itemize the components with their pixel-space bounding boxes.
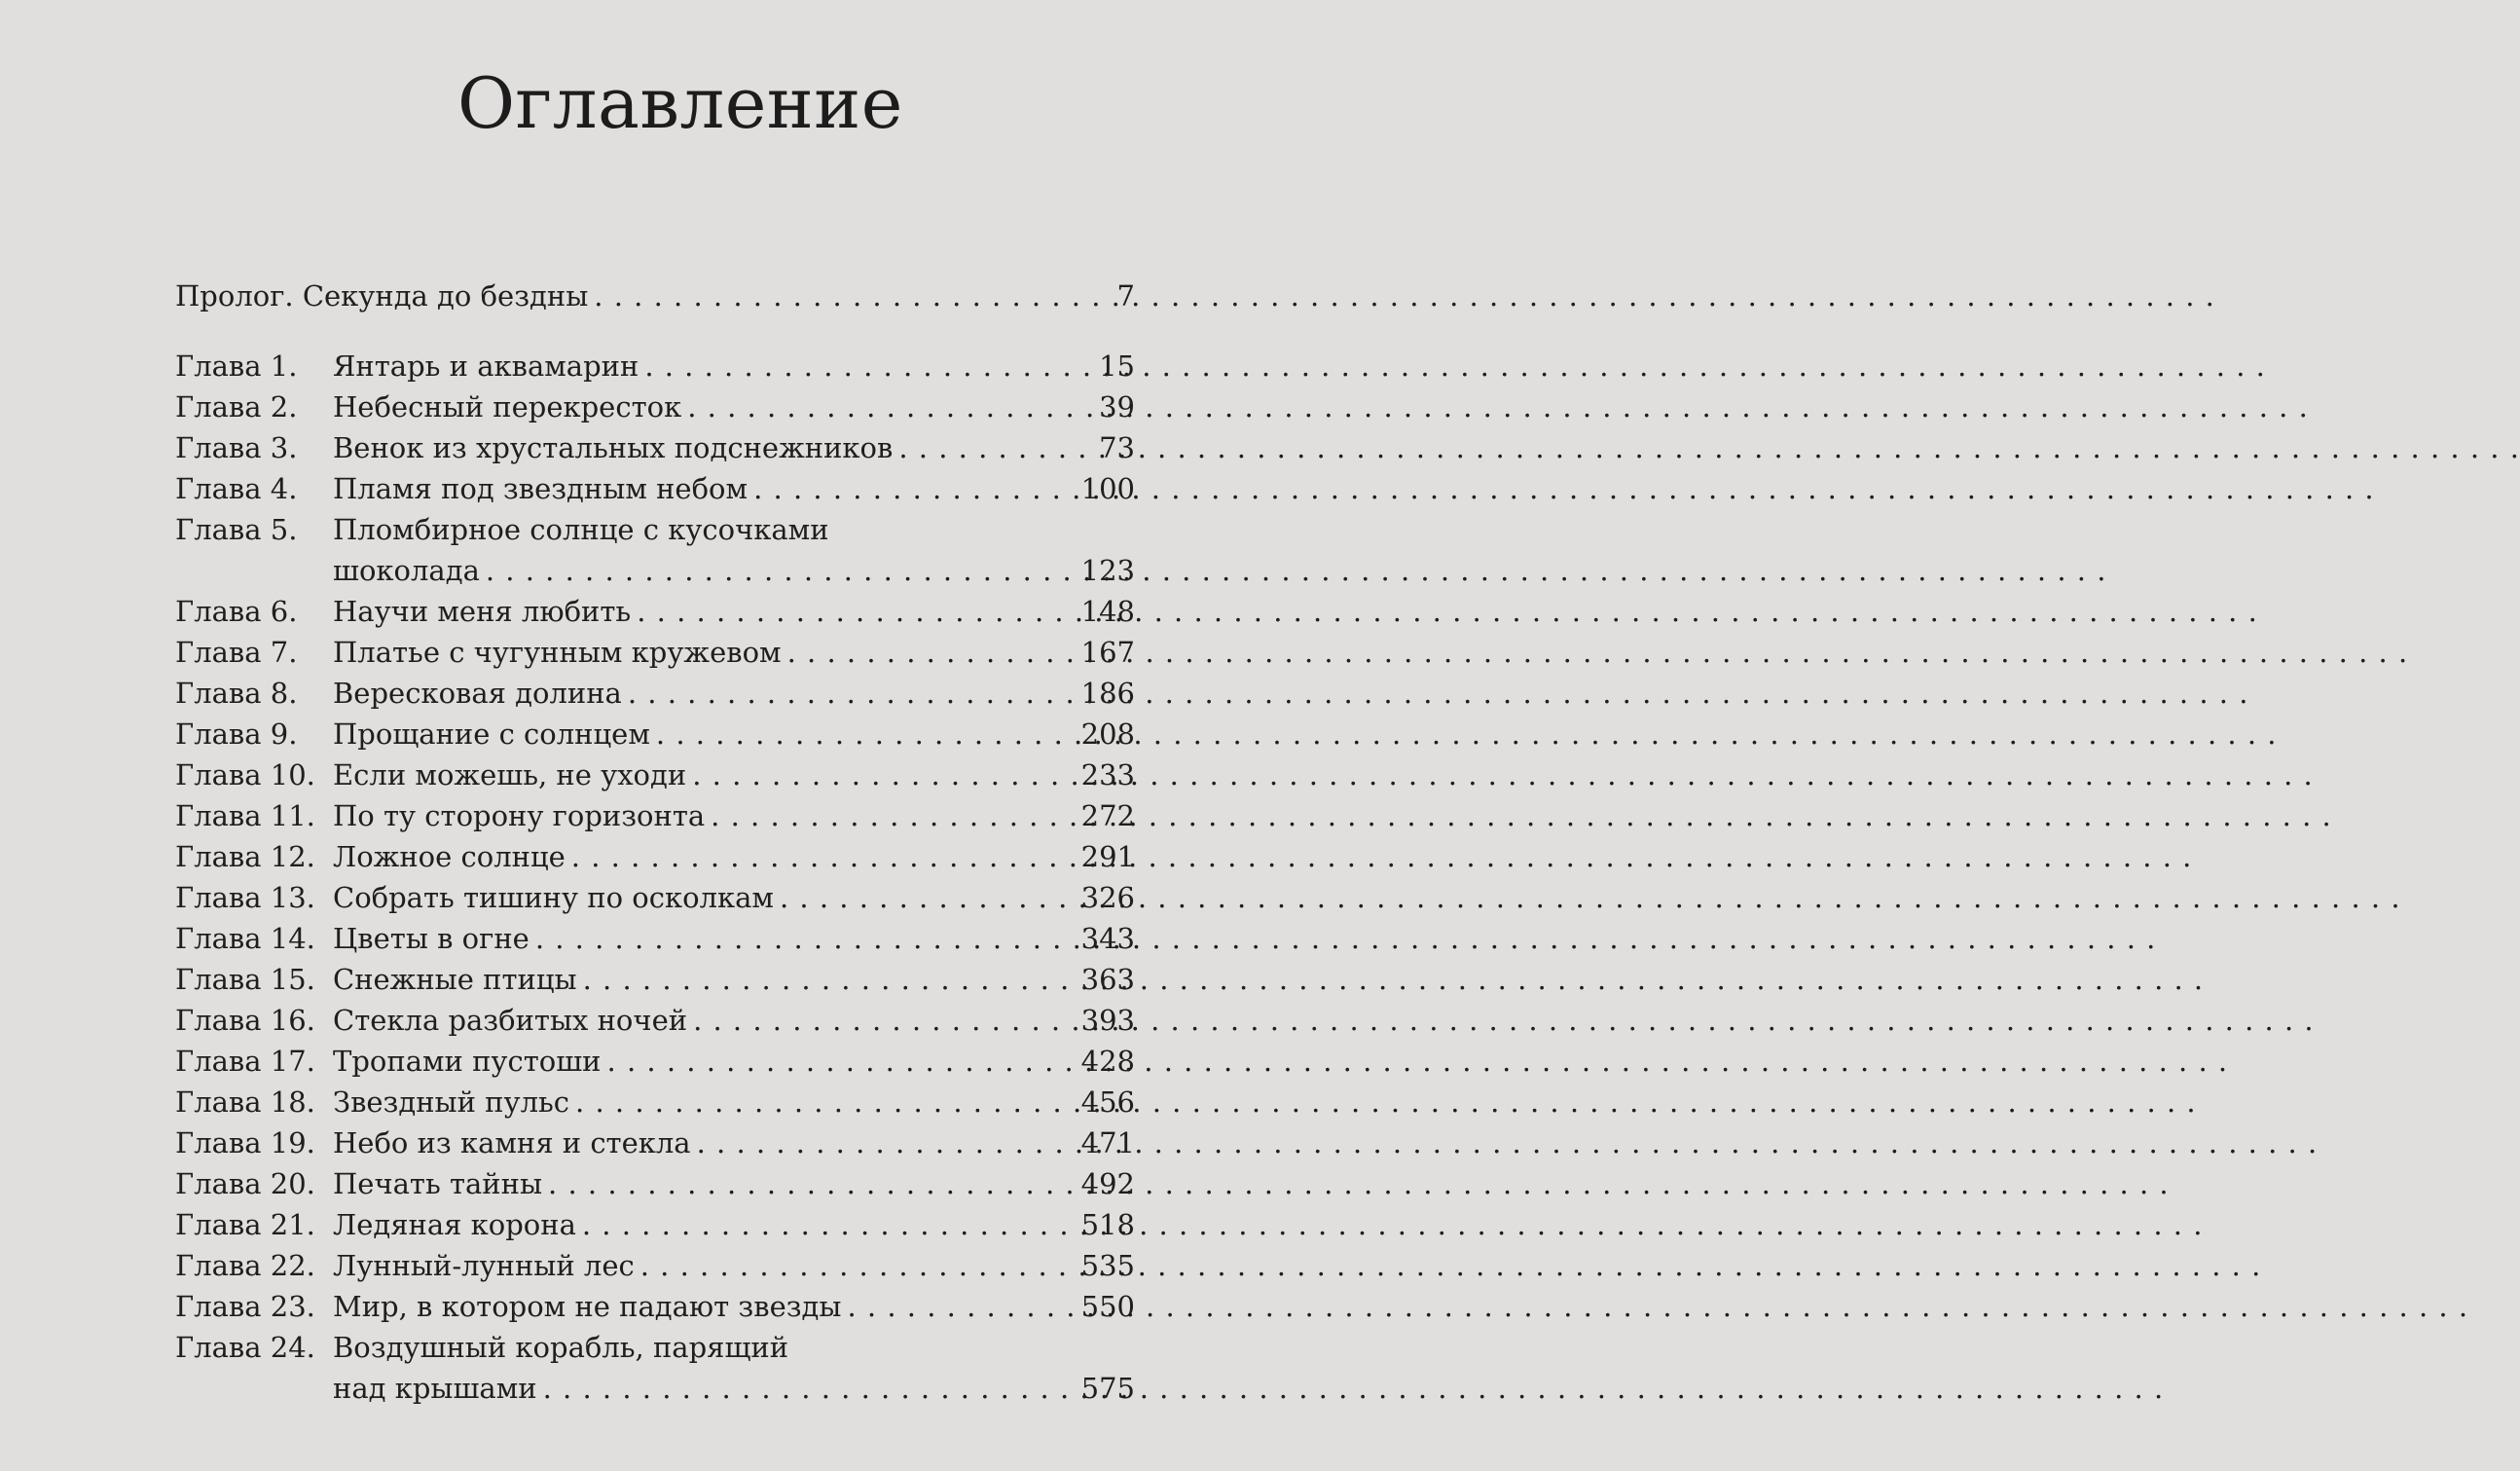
entry-page-number: 208 (1080, 717, 1135, 751)
chapter-label: Глава 20. (175, 1167, 315, 1200)
entry-page-number: 148 (1080, 595, 1135, 628)
entry-page-number: 272 (1080, 799, 1135, 832)
toc-entry (175, 877, 1135, 918)
entry-title: Цветы в огне (333, 922, 530, 955)
entry-page-number: 363 (1080, 963, 1135, 996)
chapter-label: Глава 15. (175, 963, 315, 996)
dot-leader (594, 276, 1110, 316)
dot-leader (640, 1245, 1076, 1286)
toc-entry (175, 1041, 1135, 1082)
entry-title: Собрать тишину по осколкам (333, 881, 774, 914)
toc-page (0, 0, 1182, 1471)
entry-page-number: 100 (1080, 472, 1135, 505)
chapter-label: Глава 16. (175, 1004, 315, 1037)
dot-leader (780, 877, 1076, 918)
chapter-label: Глава 14. (175, 922, 315, 955)
dot-leader (607, 1041, 1076, 1082)
toc-entry (175, 1122, 1135, 1163)
toc-entry (175, 836, 1135, 877)
entry-page-number: 575 (1080, 1372, 1135, 1405)
toc-entry (175, 509, 1135, 550)
toc-entry (175, 427, 1135, 468)
dot-leader (486, 550, 1076, 591)
entry-title: Пламя под звездным небом (333, 472, 749, 505)
chapter-label: Глава 22. (175, 1249, 315, 1282)
entry-page-number: 550 (1080, 1290, 1135, 1323)
chapter-label: Глава 4. (175, 472, 298, 505)
entry-page-number: 535 (1080, 1249, 1135, 1282)
entry-title: Вересковая долина (333, 677, 622, 710)
chapter-label: Глава 17. (175, 1045, 315, 1078)
entry-title: Лунный-лунный лес (333, 1249, 635, 1282)
entry-page-number: 343 (1080, 922, 1135, 955)
toc-entry (175, 346, 1135, 386)
toc-entry (175, 1286, 1135, 1327)
chapter-label: Глава 21. (175, 1208, 315, 1241)
toc-entry (175, 591, 1135, 632)
chapter-label: Глава 1. (175, 349, 298, 383)
toc-entry-continuation (175, 1368, 1135, 1409)
entry-title: Венок из хрустальных подснежников (333, 431, 894, 464)
toc-entry (175, 468, 1135, 509)
toc-entry (175, 918, 1135, 959)
entry-title: Прощание с солнцем (333, 717, 650, 751)
entry-page-number: 233 (1080, 758, 1135, 791)
toc-entry (175, 1163, 1135, 1204)
dot-leader (543, 1368, 1076, 1409)
chapter-label: Глава 7. (175, 636, 298, 669)
entry-title: Научи меня любить (333, 595, 632, 628)
chapter-label: Глава 9. (175, 717, 298, 751)
chapter-label: Глава 3. (175, 431, 298, 464)
dot-leader (753, 468, 1076, 509)
toc-entry (175, 386, 1135, 427)
entry-title: Снежные птицы (333, 963, 577, 996)
chapter-label: Глава 19. (175, 1126, 315, 1159)
entry-page-number: 326 (1080, 881, 1135, 914)
entry-page-number: 471 (1080, 1126, 1135, 1159)
dot-leader (692, 754, 1075, 795)
entry-page-number: 393 (1080, 1004, 1135, 1037)
entry-title: Звездный пульс (333, 1085, 570, 1119)
entry-page-number: 186 (1080, 677, 1135, 710)
toc-entry (175, 714, 1135, 754)
toc-entry (175, 673, 1135, 714)
entry-title-continuation: над крышами (333, 1372, 537, 1405)
dot-leader (535, 918, 1076, 959)
entry-title: Ложное солнце (333, 840, 566, 873)
entry-title: Тропами пустоши (333, 1045, 602, 1078)
toc-entry-continuation (175, 550, 1135, 591)
chapter-label: Глава 6. (175, 595, 298, 628)
toc-entry (175, 1245, 1135, 1286)
entry-title: Печать тайны (333, 1167, 543, 1200)
chapter-label: Глава 24. (175, 1331, 315, 1364)
chapter-label: Глава 10. (175, 758, 315, 791)
entry-page-number: 518 (1080, 1208, 1135, 1241)
toc-entry (175, 959, 1135, 1000)
entry-title: По ту сторону горизонта (333, 799, 706, 832)
entry-title: Воздушный корабль, парящий (333, 1331, 789, 1364)
entry-page-number: 492 (1080, 1167, 1135, 1200)
entry-title: Ледяная корона (333, 1208, 576, 1241)
dot-leader (711, 795, 1075, 836)
entry-page-number: 167 (1080, 636, 1135, 669)
dot-leader (898, 427, 1093, 468)
entry-page-number: 123 (1080, 554, 1135, 587)
entry-title: Стекла разбитых ночей (333, 1004, 688, 1037)
entry-page-number: 456 (1080, 1085, 1135, 1119)
dot-leader (848, 1286, 1076, 1327)
chapter-label: Глава 23. (175, 1290, 315, 1323)
dot-leader (644, 346, 1093, 386)
entry-page-number: 73 (1099, 431, 1135, 464)
dot-leader (637, 591, 1075, 632)
chapter-label: Глава 8. (175, 677, 298, 710)
entry-title: Пролог. Секунда до бездны (175, 279, 589, 313)
dot-leader (687, 386, 1093, 427)
toc-entry (175, 1000, 1135, 1041)
chapter-label: Глава 11. (175, 799, 315, 832)
entry-title: Небо из камня и стекла (333, 1126, 691, 1159)
entry-title: Если можешь, не уходи (333, 758, 687, 791)
entry-page-number: 291 (1080, 840, 1135, 873)
toc-entry (175, 632, 1135, 673)
dot-leader (548, 1163, 1076, 1204)
toc-entry (175, 754, 1135, 795)
page-title: Оглавление (457, 62, 903, 144)
dot-leader (582, 1204, 1076, 1245)
dot-leader (583, 959, 1076, 1000)
dot-leader (575, 1082, 1076, 1122)
chapter-label: Глава 5. (175, 513, 298, 546)
dot-leader (787, 632, 1076, 673)
entry-page-number: 428 (1080, 1045, 1135, 1078)
entry-title: Платье с чугунным кружевом (333, 636, 782, 669)
toc-entry-prologue (175, 276, 1135, 316)
dot-leader (697, 1122, 1076, 1163)
entry-title-continuation: шоколада (333, 554, 480, 587)
entry-page-number: 15 (1099, 349, 1135, 383)
dot-leader (693, 1000, 1076, 1041)
toc-entry (175, 1204, 1135, 1245)
chapter-label: Глава 18. (175, 1085, 315, 1119)
dot-leader (656, 714, 1076, 754)
entry-page-number: 7 (1116, 279, 1135, 313)
dot-leader (628, 673, 1076, 714)
toc-entry (175, 1082, 1135, 1122)
entry-title: Мир, в котором не падают звезды (333, 1290, 842, 1323)
entry-title: Небесный перекресток (333, 390, 682, 423)
chapter-label: Глава 12. (175, 840, 315, 873)
dot-leader (571, 836, 1076, 877)
toc-entry (175, 1327, 1135, 1368)
chapter-label: Глава 13. (175, 881, 315, 914)
table-of-contents (175, 276, 1135, 1409)
chapter-label: Глава 2. (175, 390, 298, 423)
toc-entry (175, 795, 1135, 836)
entry-page-number: 39 (1099, 390, 1135, 423)
entry-title: Пломбирное солнце с кусочками (333, 513, 829, 546)
entry-title: Янтарь и аквамарин (333, 349, 639, 383)
